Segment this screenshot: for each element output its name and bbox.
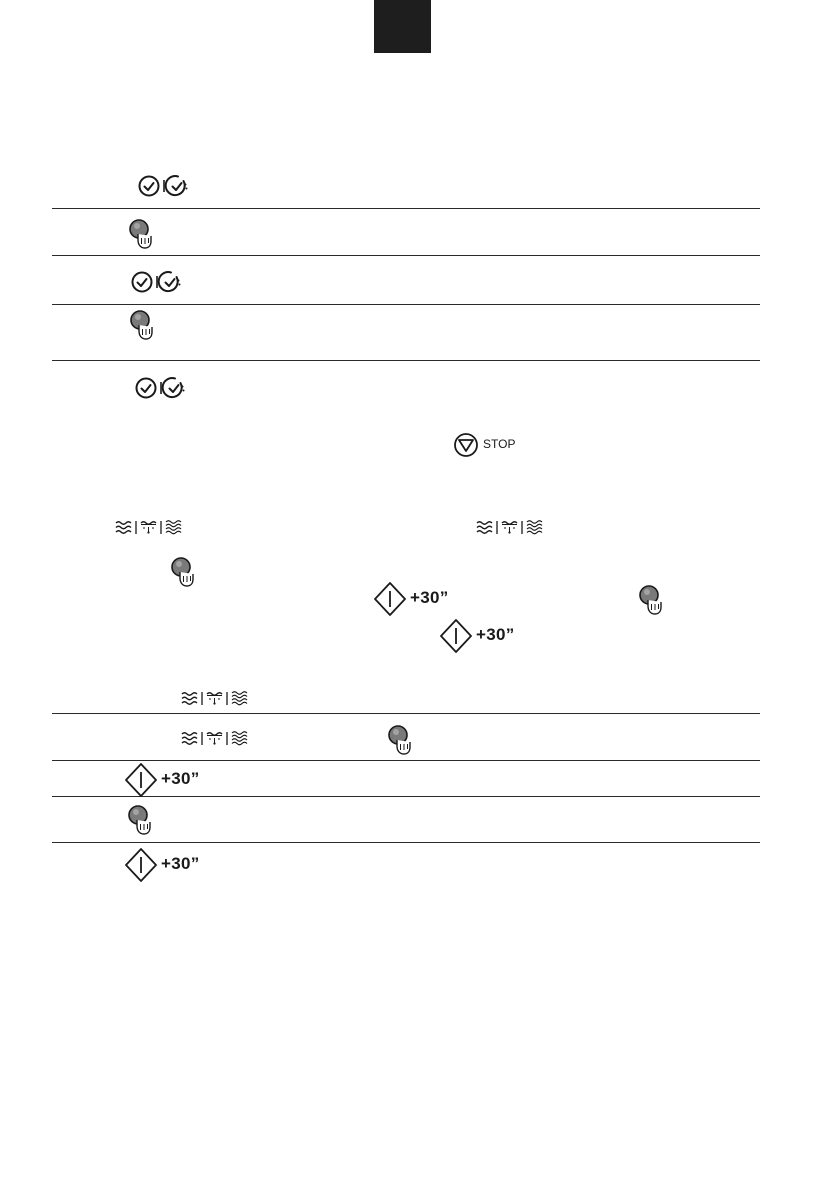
table-rule	[52, 208, 760, 209]
rotary-dial-icon	[129, 309, 155, 341]
table-rule	[52, 760, 760, 761]
plus30-label: +30”	[161, 854, 200, 873]
rotary-dial-icon	[170, 556, 196, 588]
start-icon	[439, 618, 473, 654]
plus30-label: +30”	[476, 625, 515, 644]
section-tab	[374, 0, 431, 53]
timer-weight-icon	[134, 376, 190, 400]
timer-weight-icon	[130, 270, 186, 294]
stop-label: STOP	[483, 437, 516, 451]
rotary-dial-icon	[638, 584, 664, 616]
rotary-dial-icon	[128, 218, 154, 250]
microwave-power-icon	[180, 689, 250, 707]
microwave-power-icon	[475, 518, 545, 536]
stop-icon	[453, 432, 479, 458]
microwave-power-icon	[114, 518, 184, 536]
plus30-label: +30”	[410, 588, 449, 607]
plus30-label: +30”	[161, 769, 200, 788]
table-rule	[52, 796, 760, 797]
table-rule	[52, 255, 760, 256]
table-rule	[52, 842, 760, 843]
microwave-power-icon	[180, 729, 250, 747]
rotary-dial-icon	[127, 804, 153, 836]
start-icon	[124, 847, 158, 883]
table-rule	[52, 360, 760, 361]
rotary-dial-icon	[387, 724, 413, 756]
table-rule	[52, 713, 760, 714]
table-rule	[52, 304, 760, 305]
start-icon	[124, 762, 158, 798]
start-icon	[373, 581, 407, 617]
timer-weight-icon	[137, 174, 193, 198]
